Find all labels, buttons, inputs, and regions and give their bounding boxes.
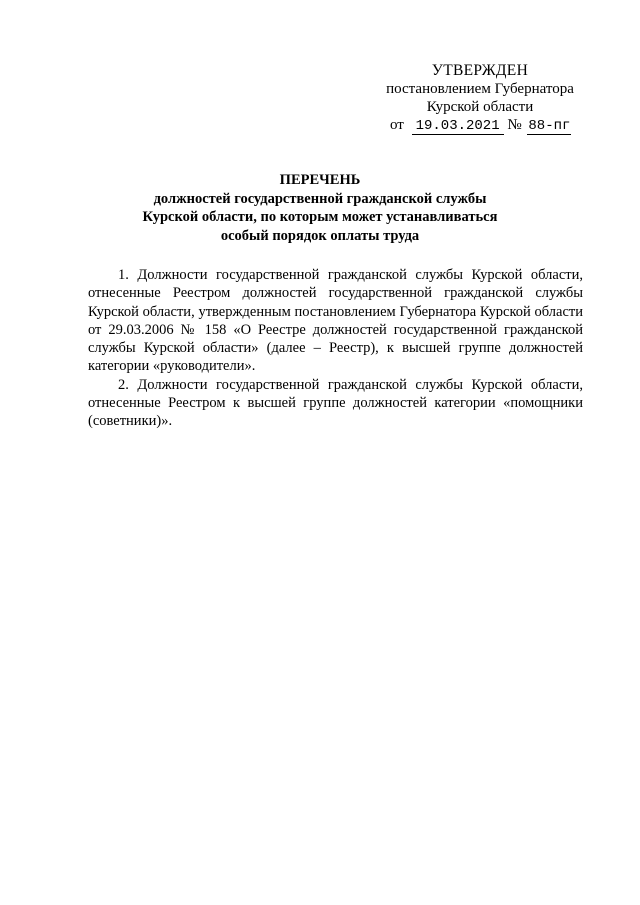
approval-line-decree: постановлением Губернатора bbox=[386, 81, 574, 97]
approval-title: УТВЕРЖДЕН bbox=[431, 62, 529, 79]
heading-line-2: должностей государственной гражданской службы bbox=[153, 190, 487, 207]
approval-number-value: 88-пг bbox=[528, 118, 571, 134]
heading-line-3: Курской области, по которым может устанавливаться bbox=[142, 209, 498, 225]
document-body bbox=[88, 266, 583, 431]
list-item-1: 1. Должности государственной гражданской службы Курской области, отнесенные Реестром должностей государственной гражданской службы Курской области, утвержденным постановлением Губернатора Курской области от 29.03.2006 № 158 «О Реестре должностей государственной гражданской службы Курской области» (далее – Реестр), к высшей группе должностей категории «руководители». bbox=[88, 267, 583, 375]
heading-title: ПЕРЕЧЕНЬ bbox=[279, 172, 361, 188]
approval-stamp-block bbox=[380, 62, 580, 116]
document-heading bbox=[0, 171, 640, 245]
approval-date-value: 19.03.2021 bbox=[412, 119, 504, 135]
list-item-2: 2. Должности государственной гражданской службы Курской области, отнесенные Реестром к высшей группе должностей категории «помощники (советники)». bbox=[88, 376, 583, 430]
heading-line-4: особый порядок оплаты труда bbox=[220, 227, 420, 244]
approval-date-line bbox=[390, 116, 571, 135]
approval-line-region: Курской области bbox=[426, 99, 534, 115]
number-prefix: № bbox=[507, 117, 522, 133]
date-prefix: от bbox=[390, 117, 404, 133]
